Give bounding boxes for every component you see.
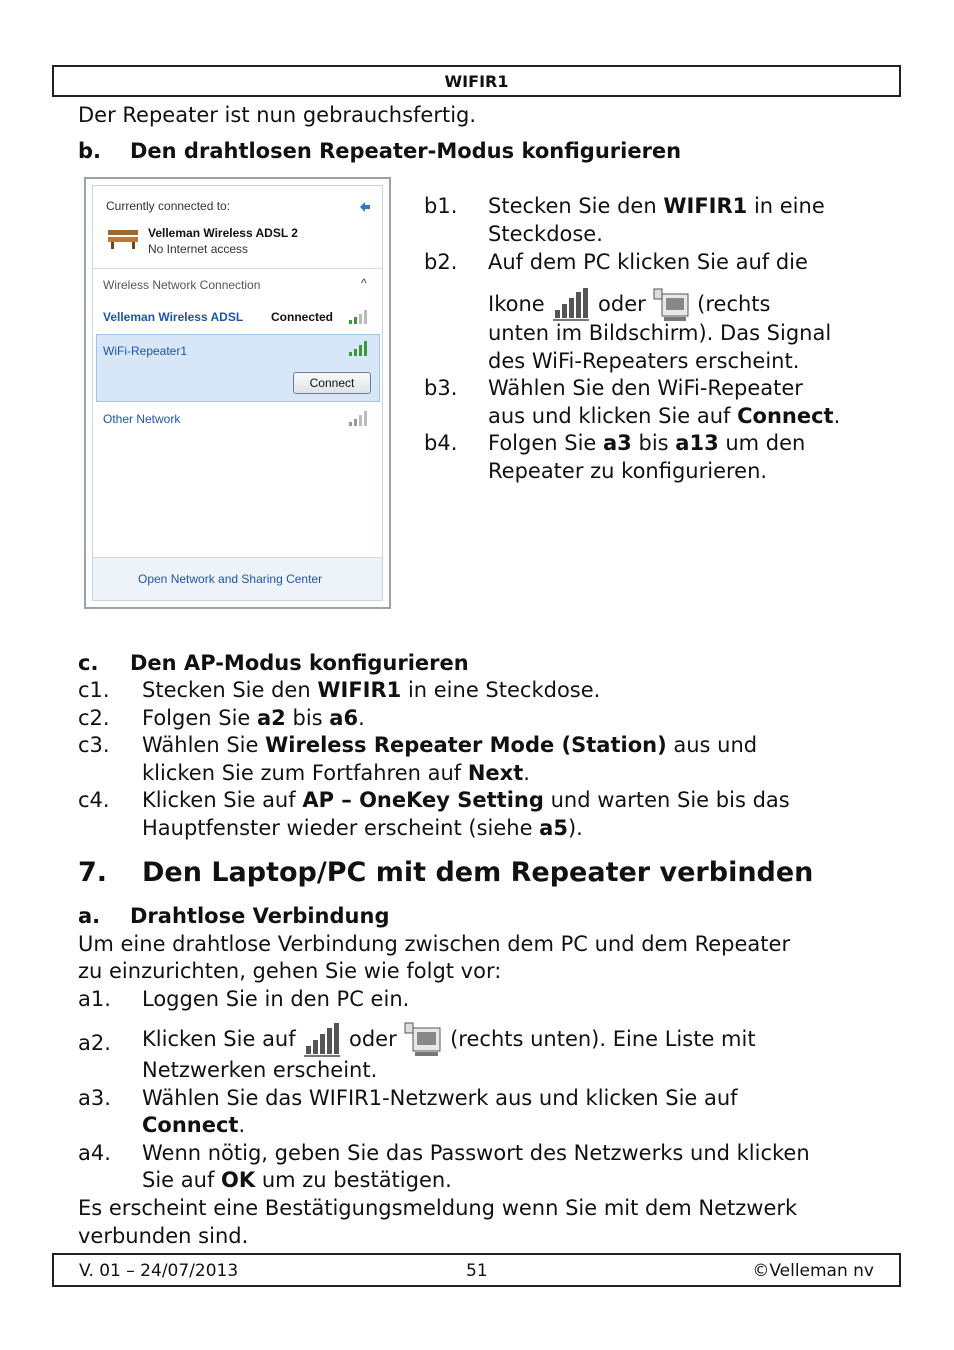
step-c3-line2: klicken Sie zum Fortfahren auf Next. [142, 761, 530, 785]
section-a-title: Drahtlose Verbindung [130, 904, 390, 928]
network-row-other[interactable]: Other Network [103, 412, 181, 426]
step-c1-label: c1. [78, 678, 110, 702]
intro-text: Der Repeater ist nun gebrauchsfertig. [78, 103, 477, 127]
closing-line2: verbunden sind. [78, 1224, 249, 1248]
step-c2-label: c2. [78, 706, 110, 730]
network-monitor-icon [403, 1020, 443, 1060]
step-c4-line1: Klicken Sie auf AP – OneKey Setting und warten Sie bis das [142, 788, 790, 812]
page-header [52, 65, 901, 97]
section-c-number: c. [78, 651, 99, 675]
network-row-velleman[interactable]: Velleman Wireless ADSL [103, 310, 244, 324]
step-b4-line1: Folgen Sie a3 bis a13 um den [488, 431, 806, 455]
network-row-wifi-repeater[interactable]: WiFi-Repeater1 [103, 344, 188, 358]
header-title: WIFIR1 [444, 72, 509, 91]
step-a2-label: a2. [78, 1031, 111, 1055]
footer-page-number: 51 [466, 1261, 488, 1281]
footer-copyright: ©Velleman nv [752, 1261, 874, 1281]
step-c4-line2: Hauptfenster wieder erscheint (siehe a5). [142, 816, 583, 840]
network-flyout [92, 185, 383, 601]
footer-version: V. 01 – 24/07/2013 [79, 1261, 239, 1281]
step-b4-label: b4. [424, 431, 458, 455]
network-row-status: Connected [271, 310, 334, 324]
currently-connected-label: Currently connected to: [106, 199, 231, 213]
step-a3-line2: Connect. [142, 1113, 246, 1137]
collapse-chevron-icon[interactable]: ^ [361, 276, 367, 290]
step-c3-label: c3. [78, 733, 110, 757]
step-a2-line1: Klicken Sie auf oder (rechts unten). Eine Liste mit [142, 1009, 756, 1069]
section-a-para1: Um eine drahtlose Verbindung zwischen dem PC und dem Repeater [78, 932, 791, 956]
closing-line1: Es erscheint eine Bestätigungsmeldung wenn Sie mit dem Netzwerk [78, 1196, 798, 1220]
section-b-title: Den drahtlosen Repeater-Modus konfigurieren [130, 139, 682, 163]
step-a4-line2: Sie auf OK um zu bestätigen. [142, 1168, 452, 1192]
step-b3-line1: Wählen Sie den WiFi-Repeater [488, 376, 803, 400]
step-c3-line1: Wählen Sie Wireless Repeater Mode (Station) aus und [142, 733, 758, 757]
step-a3-line1: Wählen Sie das WIFIR1-Netzwerk aus und klicken Sie auf [142, 1086, 738, 1110]
signal-strength-icon [347, 306, 371, 326]
step-b2-line1: Auf dem PC klicken Sie auf die [488, 250, 808, 274]
step-b4-line2: Repeater zu konfigurieren. [488, 459, 768, 483]
step-b2-line3: unten im Bildschirm). Das Signal [488, 321, 832, 345]
flyout-footer [93, 557, 382, 600]
divider [93, 268, 382, 269]
signal-strength-icon [347, 408, 371, 428]
section-a-number: a. [78, 904, 101, 928]
step-a1-text: Loggen Sie in den PC ein. [142, 987, 410, 1011]
step-b1-label: b1. [424, 194, 458, 218]
step-a1-label: a1. [78, 987, 111, 1011]
step-c1-text: Stecken Sie den WIFIR1 in eine Steckdose. [142, 678, 601, 702]
signal-strength-icon [347, 338, 371, 358]
wireless-connection-heading: Wireless Network Connection [103, 278, 261, 292]
connect-button[interactable]: Connect [293, 372, 371, 394]
step-c2-text: Folgen Sie a2 bis a6. [142, 706, 365, 730]
step-b2-line4: des WiFi-Repeaters erscheint. [488, 349, 800, 373]
step-b3-line2: aus und klicken Sie auf Connect. [488, 404, 841, 428]
bench-network-icon [106, 224, 140, 250]
step-b2-line2: Ikone oder (rechts [488, 276, 770, 332]
network-screenshot [84, 177, 391, 609]
step-b2-label: b2. [424, 250, 458, 274]
network-sharing-center-link[interactable]: Open Network and Sharing Center [138, 572, 323, 586]
current-network-name: Velleman Wireless ADSL 2 [148, 226, 298, 240]
section-7-title: Den Laptop/PC mit dem Repeater verbinden [142, 857, 814, 888]
step-a3-label: a3. [78, 1086, 111, 1110]
current-network-status: No Internet access [148, 242, 249, 256]
section-7-number: 7. [78, 857, 108, 888]
signal-bars-icon [302, 1020, 342, 1060]
section-a-para2: zu einzurichten, gehen Sie wie folgt vor: [78, 959, 502, 983]
step-a4-label: a4. [78, 1141, 111, 1165]
step-b1-line1: Stecken Sie den WIFIR1 in eine [488, 194, 825, 218]
section-b-number: b. [78, 139, 102, 163]
refresh-icon [357, 199, 373, 215]
step-a2-line2: Netzwerken erscheint. [142, 1058, 378, 1082]
step-a4-line1: Wenn nötig, geben Sie das Passwort des Netzwerks und klicken [142, 1141, 810, 1165]
section-c-title: Den AP-Modus konfigurieren [130, 651, 469, 675]
step-b1-line2: Steckdose. [488, 222, 603, 246]
page-footer [52, 1253, 901, 1287]
step-c4-label: c4. [78, 788, 110, 812]
step-b3-label: b3. [424, 376, 458, 400]
